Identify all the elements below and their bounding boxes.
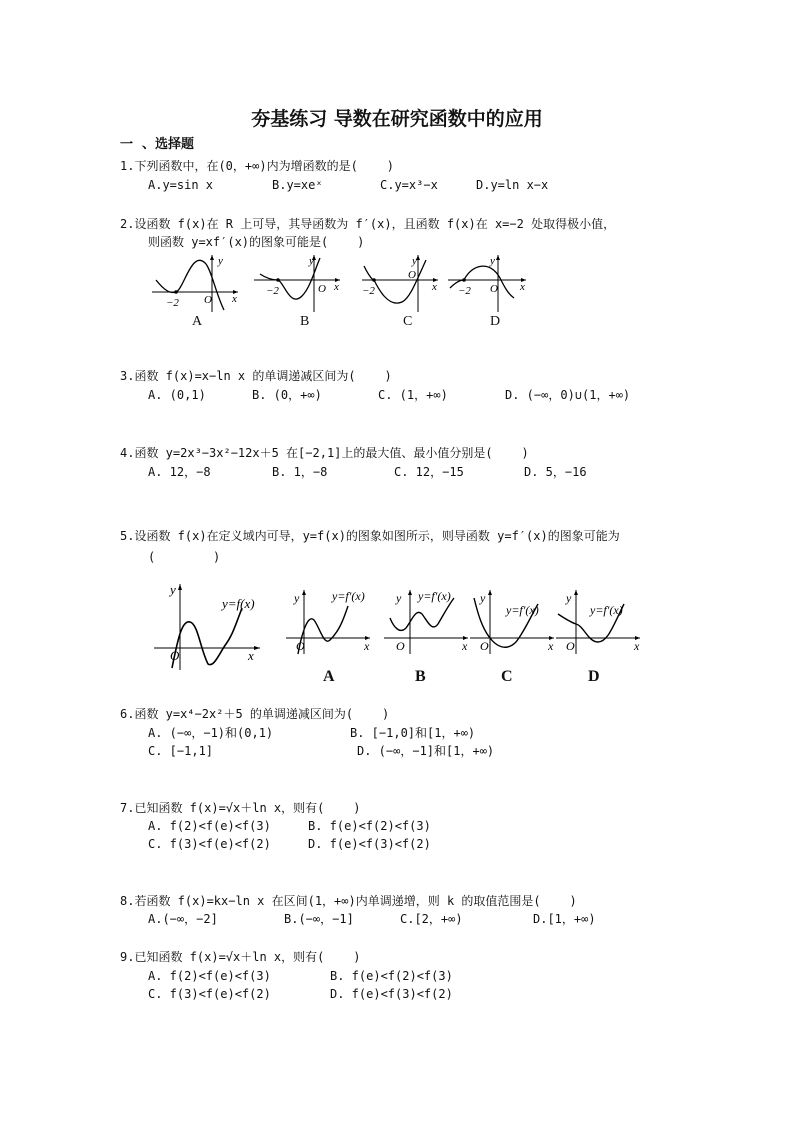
origin-label: O xyxy=(204,294,212,306)
q9-option-b[interactable]: B. f(e)<f(2)<f(3) xyxy=(330,969,453,983)
q9-option-c[interactable]: C. f(3)<f(e)<f(2) xyxy=(148,987,271,1001)
q2-graph-d[interactable] xyxy=(446,252,538,314)
tick-label-minus2: −2 xyxy=(266,285,279,297)
axis-label-y: y xyxy=(218,255,223,267)
axis-label-x: x xyxy=(548,639,554,653)
origin-label: O xyxy=(318,283,326,295)
axis-label-x: x xyxy=(248,648,254,663)
question-2-stem-line1: 2.设函数 f(x)在 R 上可导，其导函数为 f′(x)，且函数 f(x)在 x=−2 处取得极小值， xyxy=(120,217,616,231)
q2-label-d: D xyxy=(490,314,501,329)
page-title: 夯基练习 导数在研究函数中的应用 xyxy=(251,108,543,130)
axis-label-y: y xyxy=(170,582,176,597)
q1-option-d[interactable]: D.y=ln x−x xyxy=(476,178,549,192)
q6-option-c[interactable]: C. [−1,1] xyxy=(148,744,214,758)
tick-label-minus2: −2 xyxy=(458,285,471,297)
axis-label-x: x xyxy=(232,293,237,305)
question-5-stem-line2: ( ) xyxy=(148,550,221,564)
q3-option-c[interactable]: C. (1，+∞) xyxy=(378,388,448,402)
q5-main-graph xyxy=(150,580,265,672)
question-8-stem: 8.若函数 f(x)=kx−ln x 在区间(1，+∞)内单调递增，则 k 的取值范围是( ) xyxy=(120,894,577,908)
q1-option-c[interactable]: C.y=x³−x xyxy=(380,178,438,192)
q8-option-d[interactable]: D.[1，+∞) xyxy=(533,912,596,926)
axis-label-y: y xyxy=(412,255,417,267)
q5-label-c: C xyxy=(501,668,513,685)
q2-graph-a[interactable] xyxy=(150,252,242,314)
q5-graph-c[interactable] xyxy=(468,584,560,656)
axis-label-x: x xyxy=(364,639,370,653)
question-5-stem-line1: 5.设函数 f(x)在定义域内可导，y=f(x)的图象如图所示，则导函数 y=f′(x)的图象可能为 xyxy=(120,529,620,543)
question-2-stem-line2: 则函数 y=xf′(x)的图象可能是( ) xyxy=(148,235,365,249)
axis-label-x: x xyxy=(520,281,525,293)
axis-label-x: x xyxy=(334,281,339,293)
curve-label: y=f′(x) xyxy=(418,589,451,603)
question-4-stem: 4.函数 y=2x³−3x²−12x＋5 在[−2,1]上的最大值、最小值分别是( ) xyxy=(120,446,529,460)
tick-label-minus2: −2 xyxy=(362,285,375,297)
origin-label: O xyxy=(480,639,489,653)
q5-graph-a[interactable] xyxy=(284,584,376,656)
q3-option-b[interactable]: B. (0，+∞) xyxy=(252,388,322,402)
q3-option-d[interactable]: D. (−∞，0)∪(1，+∞) xyxy=(505,388,631,402)
origin-label: O xyxy=(296,639,305,653)
q5-label-b: B xyxy=(415,668,426,685)
q5-label-d: D xyxy=(588,668,600,685)
curve-label: y=f′(x) xyxy=(506,603,539,617)
axis-label-y: y xyxy=(294,591,300,605)
q4-option-d[interactable]: D. 5，−16 xyxy=(524,465,587,479)
q8-option-c[interactable]: C.[2，+∞) xyxy=(400,912,463,926)
origin-label: O xyxy=(396,639,405,653)
q1-option-b[interactable]: B.y=xeˣ xyxy=(272,178,323,192)
q2-graph-c[interactable] xyxy=(360,252,452,314)
q7-option-b[interactable]: B. f(e)<f(2)<f(3) xyxy=(308,819,431,833)
q8-option-b[interactable]: B.(−∞，−1] xyxy=(284,912,354,926)
q7-option-a[interactable]: A. f(2)<f(e)<f(3) xyxy=(148,819,271,833)
q7-option-d[interactable]: D. f(e)<f(3)<f(2) xyxy=(308,837,431,851)
q8-option-a[interactable]: A.(−∞，−2] xyxy=(148,912,218,926)
q4-option-a[interactable]: A. 12，−8 xyxy=(148,465,211,479)
q6-option-d[interactable]: D. (−∞，−1]和[1，+∞) xyxy=(357,744,495,758)
q5-graph-b[interactable] xyxy=(382,584,474,656)
origin-label: O xyxy=(170,648,180,663)
q2-label-c: C xyxy=(403,314,413,329)
q3-option-a[interactable]: A. (0,1) xyxy=(148,388,206,402)
q4-option-c[interactable]: C. 12，−15 xyxy=(394,465,464,479)
q5-graph-d[interactable] xyxy=(554,584,646,656)
question-7-stem: 7.已知函数 f(x)=√x＋ln x，则有( ) xyxy=(120,801,361,815)
question-3-stem: 3.函数 f(x)=x−ln x 的单调递减区间为( ) xyxy=(120,369,392,383)
q6-option-a[interactable]: A. (−∞，−1)和(0,1) xyxy=(148,726,274,740)
axis-label-y: y xyxy=(480,591,486,605)
curve-f xyxy=(172,608,242,668)
origin-label: O xyxy=(566,639,575,653)
axis-label-y: y xyxy=(490,255,495,267)
axis-label-x: x xyxy=(634,639,640,653)
origin-label: O xyxy=(490,283,498,295)
q1-option-a[interactable]: A.y=sin x xyxy=(148,178,214,192)
q2-graph-b[interactable] xyxy=(252,252,344,314)
axis-label-y: y xyxy=(309,255,314,267)
curve-label-f: y=f(x) xyxy=(222,596,255,611)
q9-option-a[interactable]: A. f(2)<f(e)<f(3) xyxy=(148,969,271,983)
curve-label: y=f′(x) xyxy=(590,603,623,617)
q5-label-a: A xyxy=(323,668,335,685)
question-9-stem: 9.已知函数 f(x)=√x＋ln x，则有( ) xyxy=(120,950,361,964)
question-1-stem: 1.下列函数中，在(0，+∞)内为增函数的是( ) xyxy=(120,159,394,173)
axis-label-x: x xyxy=(432,281,437,293)
origin-label: O xyxy=(408,269,416,281)
question-6-stem: 6.函数 y=x⁴−2x²＋5 的单调递减区间为( ) xyxy=(120,707,390,721)
section-heading: 一 、选择题 xyxy=(120,137,195,152)
curve xyxy=(298,606,348,654)
axis-label-x: x xyxy=(462,639,468,653)
axis-label-y: y xyxy=(566,591,572,605)
curve-label: y=f′(x) xyxy=(332,589,365,603)
axis-label-y: y xyxy=(396,591,402,605)
q6-option-b[interactable]: B. [−1,0]和[1，+∞) xyxy=(350,726,476,740)
q2-label-a: A xyxy=(192,314,203,329)
q7-option-c[interactable]: C. f(3)<f(e)<f(2) xyxy=(148,837,271,851)
q9-option-d[interactable]: D. f(e)<f(3)<f(2) xyxy=(330,987,453,1001)
q2-label-b: B xyxy=(300,314,310,329)
tick-label-minus2: −2 xyxy=(166,297,179,309)
q4-option-b[interactable]: B. 1，−8 xyxy=(272,465,328,479)
